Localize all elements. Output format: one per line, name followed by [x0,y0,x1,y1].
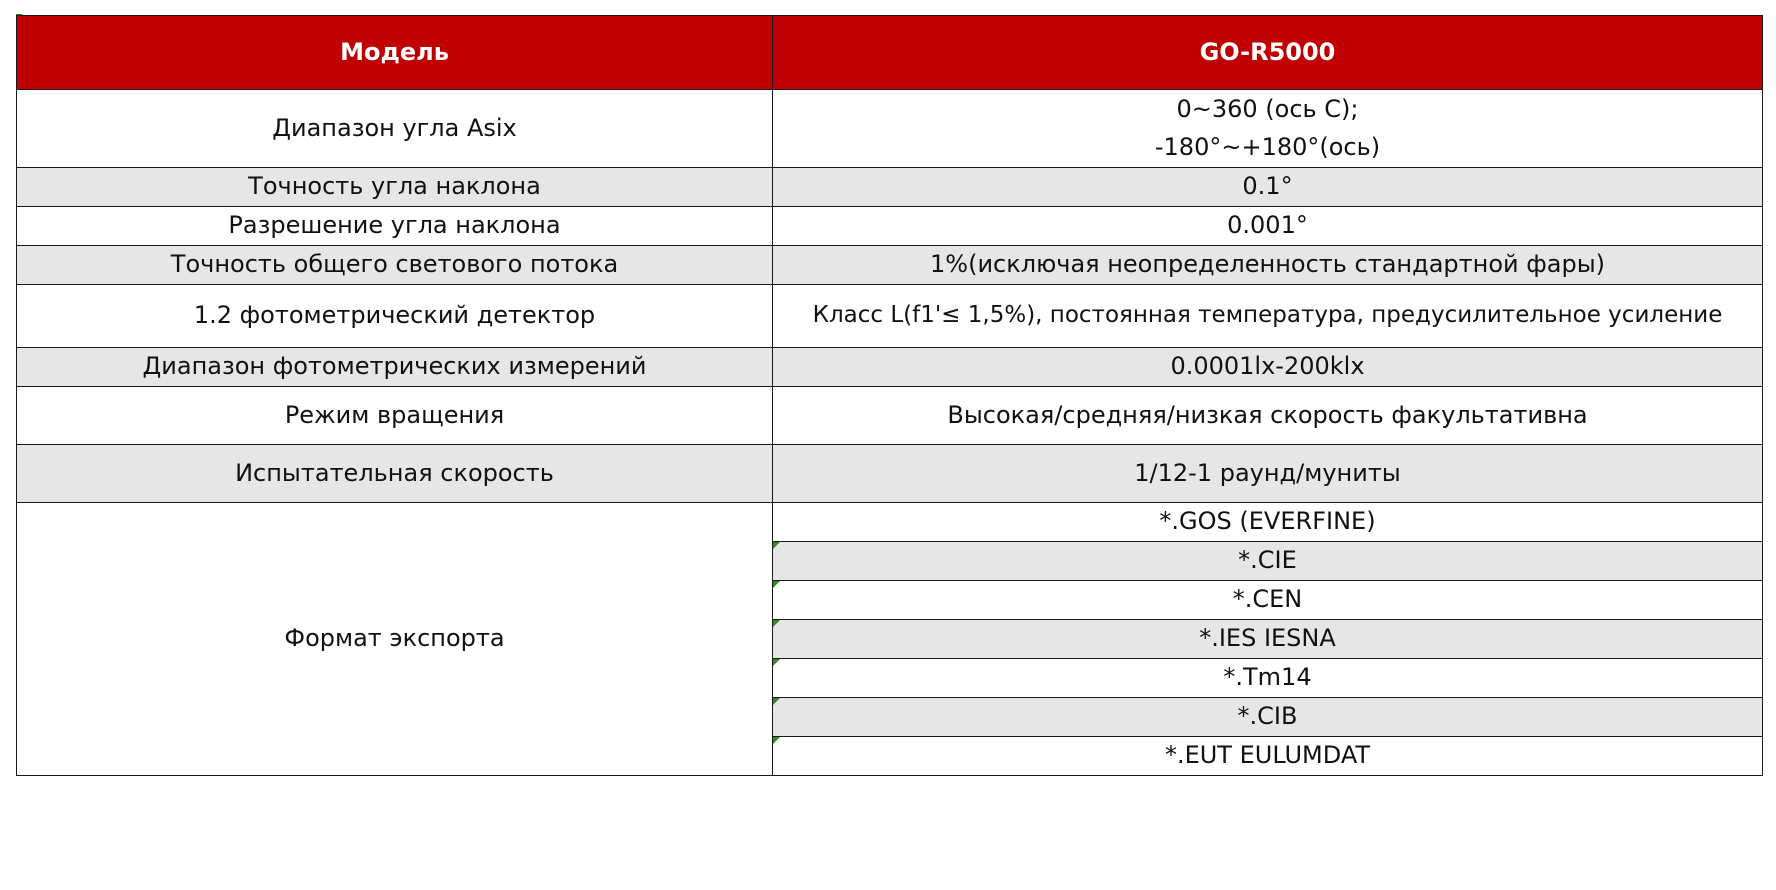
table-row [17,445,1763,503]
spec-table [16,15,1763,776]
cell-comment-marker [773,659,780,666]
export-format-label: Формат экспорта [17,503,773,776]
export-format-text: *.IES IESNA [1199,624,1336,653]
export-format-item [773,698,1763,737]
value-cell: 0.1° [773,168,1763,207]
param-cell: Диапазон фотометрических измерений [17,348,773,387]
value-cell: Класс L(f1'≤ 1,5%), постоянная температура, предусилительное усиление [773,285,1763,348]
header-row [17,16,1763,90]
value-cell: 0.001° [773,207,1763,246]
export-format-item [773,659,1763,698]
export-format-text: *.CEN [1232,585,1303,614]
export-format-text: *.Tm14 [1223,663,1312,692]
export-format-item [773,737,1763,776]
export-format-item: *.GOS (EVERFINE) [773,503,1763,542]
table-row [17,348,1763,387]
value-cell: Высокая/средняя/низкая скорость факультативна [773,387,1763,445]
table-row [17,387,1763,445]
cell-comment-marker [773,620,780,627]
param-cell: Испытательная скорость [17,445,773,503]
table-row [17,285,1763,348]
export-format-item [773,542,1763,581]
export-format-item [773,620,1763,659]
value-line: -180°~+180°(ось) [1154,132,1381,161]
param-cell: Диапазон угла Asix [17,90,773,168]
table-row [17,168,1763,207]
value-cell: 0.0001lx-200klx [773,348,1763,387]
header-model-value: GO-R5000 [773,16,1763,90]
param-cell: 1.2 фотометрический детектор [17,285,773,348]
export-format-item [773,581,1763,620]
param-cell: Разрешение угла наклона [17,207,773,246]
table-row [17,90,1763,168]
param-cell: Точность угла наклона [17,168,773,207]
table-row [17,503,1763,542]
value-cell: 1%(исключая неопределенность стандартной фары) [773,246,1763,285]
value-cell: 1/12-1 раунд/муниты [773,445,1763,503]
header-model-label: Модель [17,16,773,90]
value-line: 0~360 (ось С); [1176,95,1359,124]
export-format-text: *.CIB [1237,702,1298,731]
table-row [17,246,1763,285]
export-format-text: *.EUT EULUMDAT [1164,741,1371,770]
cell-comment-marker [773,698,780,705]
cell-comment-marker [773,581,780,588]
param-cell: Точность общего светового потока [17,246,773,285]
cell-comment-marker [773,542,780,549]
param-cell: Режим вращения [17,387,773,445]
export-format-text: *.CIE [1238,546,1297,575]
table-row [17,207,1763,246]
value-cell [773,90,1763,168]
cell-comment-marker [773,737,780,744]
